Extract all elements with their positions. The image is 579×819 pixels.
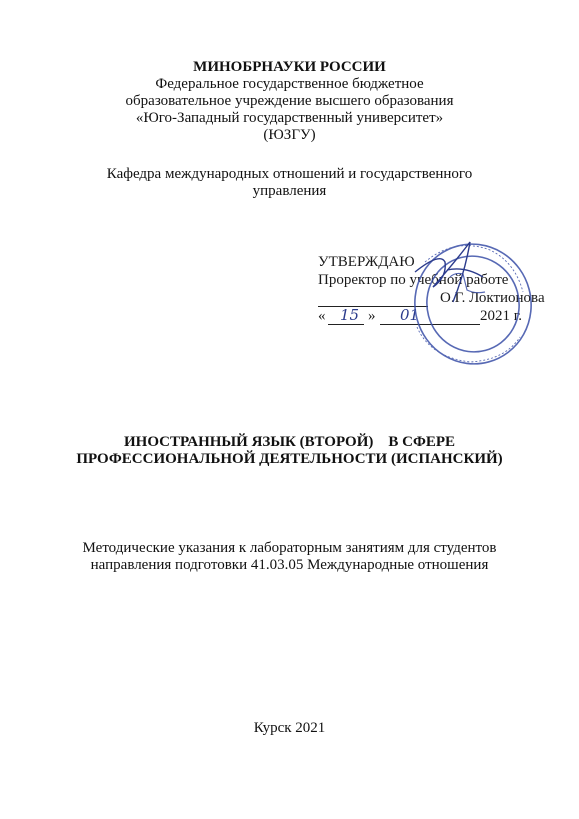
document-subtitle: [0, 540, 579, 574]
department-line-1: Кафедра международных отношений и государственного: [106, 166, 473, 182]
title-line-2: ПРОФЕССИОНАЛЬНОЙ ДЕЯТЕЛЬНОСТИ (ИСПАНСКИЙ): [76, 451, 503, 467]
university-stamp: [395, 232, 545, 372]
title-line-1: ИНОСТРАННЫЙ ЯЗЫК (ВТОРОЙ) В СФЕРЕ: [123, 434, 455, 450]
day-line: [328, 324, 364, 325]
date-open-quote: «: [318, 308, 326, 324]
department-line-2: управления: [252, 183, 327, 199]
date-close-quote: »: [368, 308, 376, 324]
date-month: 01: [400, 306, 420, 324]
approval-name: О.Г. Локтионова: [440, 290, 545, 306]
city-year: [0, 720, 579, 737]
institution-education: образовательное учреждение высшего образования: [125, 93, 454, 109]
department-block: [0, 166, 579, 200]
date-year: 2021 г.: [480, 308, 522, 324]
approval-title: УТВЕРЖДАЮ: [318, 254, 415, 270]
university-name: «Юго-Западный государственный университет»: [135, 110, 444, 126]
subtitle-line-2: направления подготовки 41.03.05 Международные отношения: [90, 557, 489, 573]
city-year-text: Курск 2021: [253, 720, 326, 736]
approval-position: Проректор по учебной работе: [318, 272, 509, 288]
university-abbr: (ЮЗГУ): [263, 127, 316, 143]
document-title: [0, 434, 579, 468]
institution-type: Федеральное государственное бюджетное: [155, 76, 424, 92]
subtitle-line-1: Методические указания к лабораторным занятиям для студентов: [82, 540, 497, 556]
header-block: [0, 59, 579, 144]
ministry-name: МИНОБРНАУКИ РОССИИ: [193, 59, 386, 75]
date-day: 15: [340, 306, 360, 324]
